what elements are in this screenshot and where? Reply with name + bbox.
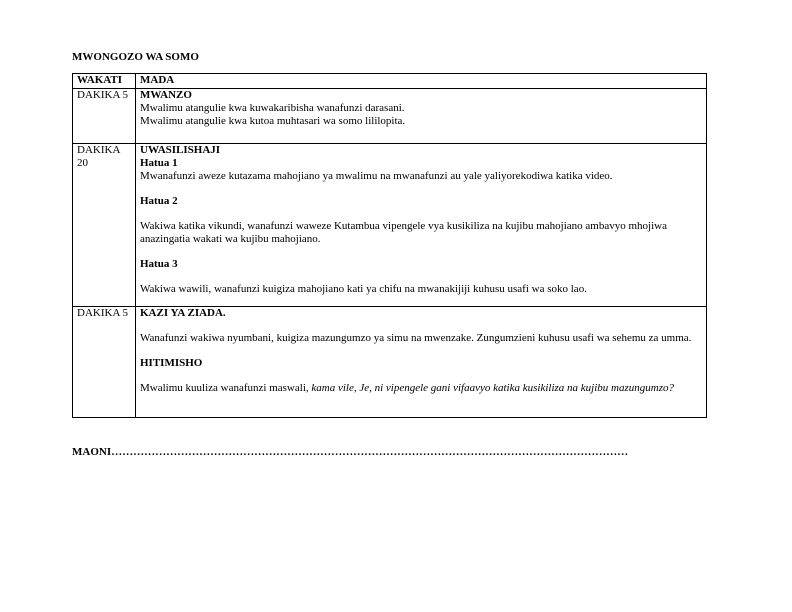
- section-heading: MWANZO: [140, 89, 192, 101]
- table-row: [73, 144, 707, 307]
- comments-line: MAONI……………………………………………………………………………………………………………………………: [72, 446, 629, 458]
- page-title: MWONGOZO WA SOMO: [72, 51, 199, 63]
- table-row: [73, 89, 707, 144]
- section-heading: UWASILISHAJI: [140, 144, 221, 156]
- step-title: Hatua 2: [140, 195, 178, 207]
- step-title: Hatua 3: [140, 258, 178, 270]
- step-text: Wakiwa wawili, wanafunzi kuigiza mahojiano kati ya chifu na mwanakijiji kuhusu usafi wa soko lao.: [140, 283, 587, 295]
- row-text: [140, 382, 703, 395]
- header-topic: MADA: [136, 74, 707, 89]
- row-content: [136, 144, 707, 307]
- section-heading: HITIMISHO: [140, 357, 203, 369]
- header-time: WAKATI: [73, 74, 136, 89]
- row-text: Wanafunzi wakiwa nyumbani, kuigiza mazungumzo ya simu na mwenzake. Zungumzieni kuhusu usafi wa sehemu za umma.: [140, 332, 692, 344]
- step-title: Hatua 1: [140, 157, 178, 169]
- row-time: DAKIKA 20: [73, 144, 136, 307]
- question-text: kama vile, Je, ni vipengele gani vifaavyo katika kusikiliza na kujibu mazungumzo?: [311, 382, 674, 394]
- row-line: Mwalimu atangulie kwa kuwakaribisha wanafunzi darasani.: [140, 102, 405, 114]
- row-content: [136, 89, 707, 144]
- section-heading: KAZI YA ZIADA.: [140, 307, 226, 319]
- table-row: [73, 307, 707, 418]
- row-time: DAKIKA 5: [73, 307, 136, 418]
- row-content: [136, 307, 707, 418]
- table-header-row: [73, 74, 707, 89]
- step-text: Mwanafunzi aweze kutazama mahojiano ya mwalimu na mwanafunzi au yale yaliyorekodiwa katika video.: [140, 170, 613, 182]
- step-text: Wakiwa katika vikundi, wanafunzi waweze Kutambua vipengele vya kusikiliza na kujibu mahojiano ambavyo mhojiwa anazingatia wakati wa kujibu mahojiano.: [140, 220, 667, 245]
- question-intro: Mwalimu kuuliza wanafunzi maswali,: [140, 382, 312, 394]
- row-line: Mwalimu atangulie kwa kutoa muhtasari wa somo lililopita.: [140, 115, 406, 127]
- row-time: DAKIKA 5: [73, 89, 136, 144]
- lesson-plan-table: [72, 73, 707, 418]
